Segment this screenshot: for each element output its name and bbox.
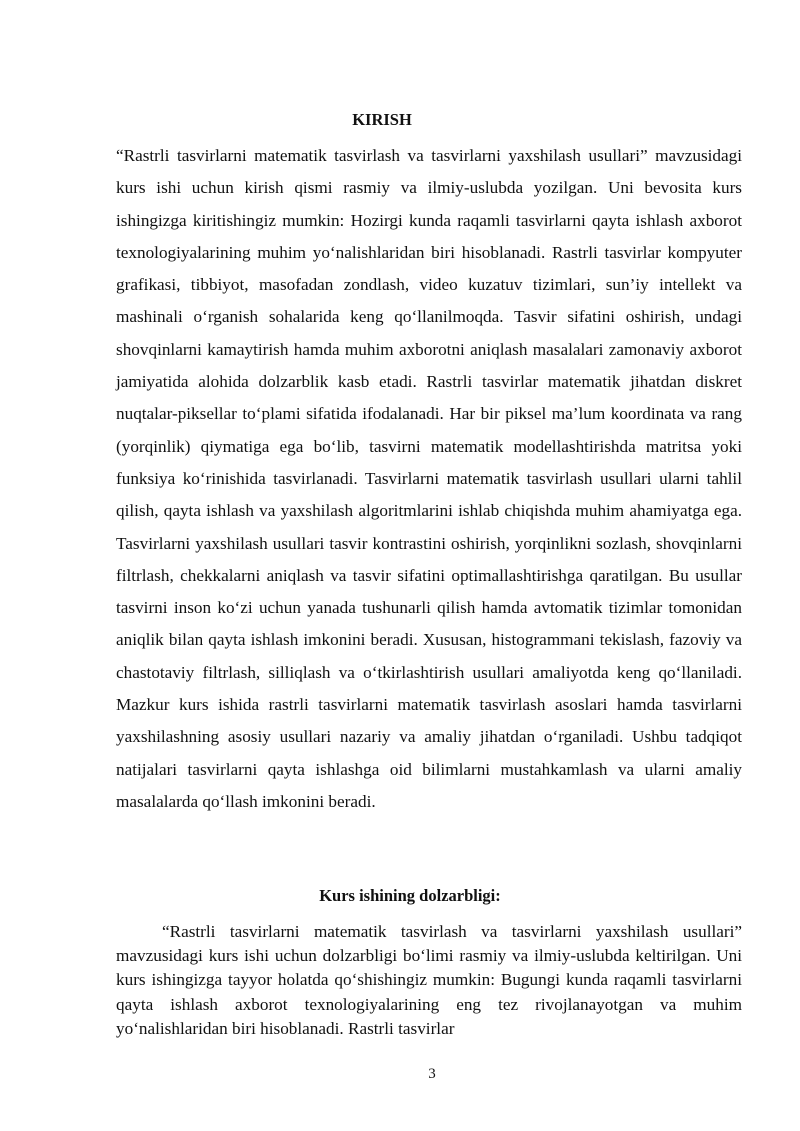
intro-paragraph: “Rastrli tasvirlarni matematik tasvirlash va tasvirlarni yaxshilash usullari” mavzusidagi kurs ishi uchun kirish qismi rasmiy va ilmiy-uslubda yozilgan. Uni bevosita kurs ishingizga kiritishingiz mumkin: Hozirgi kunda raqamli tasvirlarni qayta ishlash axborot texnologiyalarining muhim yo‘nalishlaridan biri hisoblanadi. Rastrli tasvirlar kompyuter grafikasi, tibbiyot, masofadan zondlash, video kuzatuv tizimlari, sun’iy intellekt va mashinali o‘rganish sohalarida keng qo‘llanilmoqda. Tasvir sifatini oshirish, undagi shovqinlarni kamaytirish hamda muhim axborotni aniqlash masalalari zamonaviy axborot jamiyatida alohida dolzarblik kasb etadi. Rastrli tasvirlar matematik jihatdan diskret nuqtalar-piksellar to‘plami sifatida ifodalanadi. Har bir piksel ma’lum koordinata va rang (yorqinlik) qiymatiga ega bo‘lib, tasvirni matematik modellashtirishda matritsa yoki funksiya ko‘rinishida tasvirlanadi. Tasvirlarni matematik tasvirlash usullari ularni tahlil qilish, qayta ishlash va yaxshilash algoritmlarini ishlab chiqishda muhim ahamiyatga ega. Tasvirlarni yaxshilash usullari tasvir kontrastini oshirish, yorqinlikni sozlash, shovqinlarni filtrlash, chekkalarni aniqlash va tasvir sifatini optimallashtirishga qaratilgan. Bu usullar tasvirni inson ko‘zi uchun yanada tushunarli qilish hamda avtomatik tizimlar tomonidan aniqlik bilan qayta ishlash imkonini beradi. Xususan, histogrammani tekislash, fazoviy va chastotaviy filtrlash, silliqlash va o‘tkirlashtirish usullari amaliyotda keng qo‘llaniladi. Mazkur kurs ishida rastrli tasvirlarni matematik tasvirlash asoslari hamda tasvirlarni yaxshilashning asosiy usullari nazariy va amaliy jihatdan o‘rganiladi. Ushbu tadqiqot natijalari tasvirlarni qayta ishlashga oid bilimlarni mustahkamlash va ularni amaliy masalalarda qo‘llash imkonini beradi. [116, 146, 742, 811]
relevance-paragraph: “Rastrli tasvirlarni matematik tasvirlash va tasvirlarni yaxshilash usullari” mavzusidagi kurs ishi uchun dolzarbligi bo‘limi rasmiy va ilmiy-uslubda keltirilgan. Uni kurs ishingizga tayyor holatda qo‘shishingiz mumkin: Bugungi kunda raqamli tasvirlarni qayta ishlash axborot texnologiyalarining eng tez rivojlanayotgan va muhim yo‘nalishlaridan biri hisoblanadi. Rastrli tasvirlar [116, 922, 742, 1038]
page-title: KIRISH [352, 110, 412, 129]
section-subtitle: Kurs ishining dolzarbligi: [319, 886, 501, 905]
page-number: 3 [428, 1066, 436, 1082]
